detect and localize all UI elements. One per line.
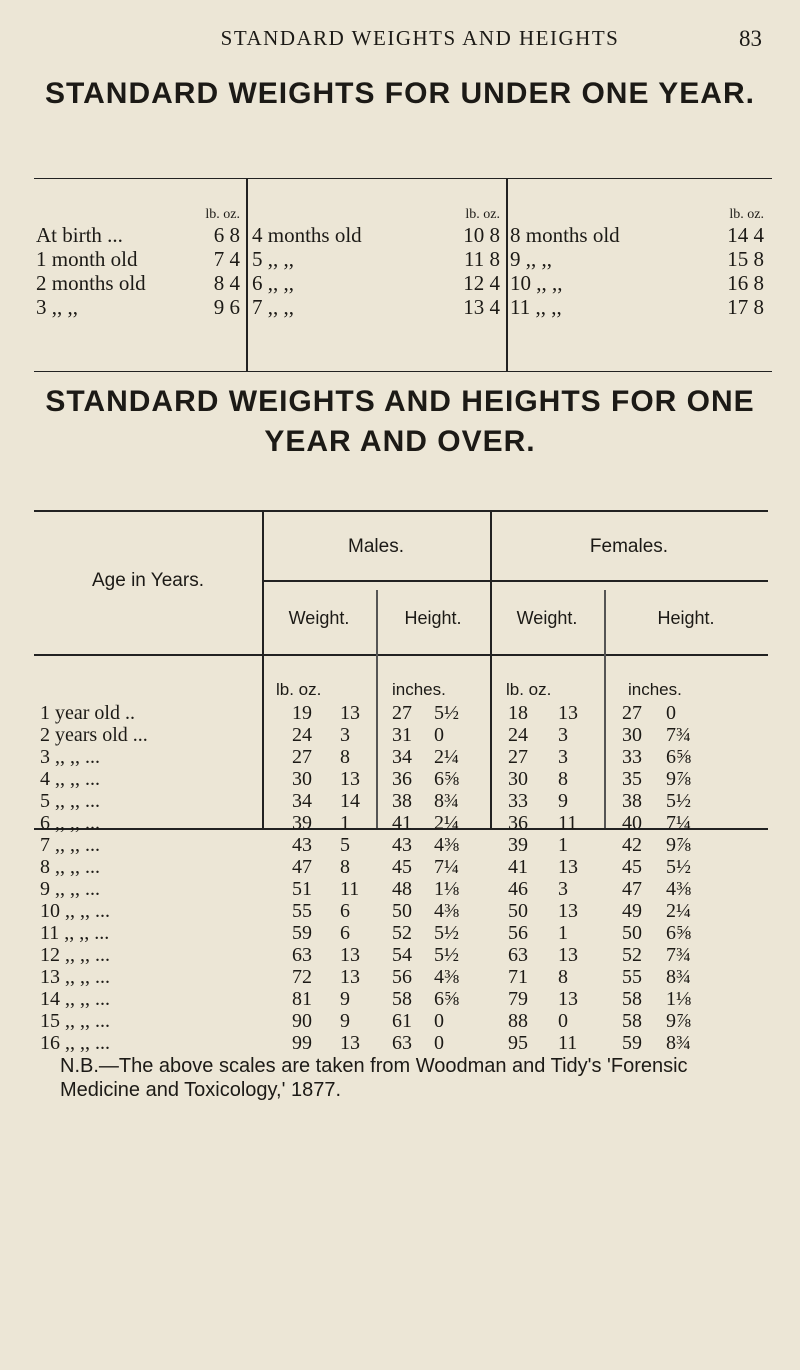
age-cell: 8 ,, ,, ... xyxy=(40,856,100,878)
infant-column-rule xyxy=(246,179,248,371)
infant-column xyxy=(510,179,764,371)
male-height-fraction: 8¾ xyxy=(434,790,459,812)
male-height-header: Height. xyxy=(404,608,462,628)
infant-unit: lb. oz. xyxy=(205,207,240,222)
male-height-in: 61 xyxy=(392,1010,412,1032)
rule-top xyxy=(34,510,768,512)
female-weight-oz: 8 xyxy=(558,768,568,790)
male-height-in: 34 xyxy=(392,746,412,768)
male-height-in: 63 xyxy=(392,1032,412,1054)
infant-age-label: 5 ,, ,, xyxy=(252,247,294,271)
female-height-unit: inches. xyxy=(628,680,682,699)
infant-age-label: 9 ,, ,, xyxy=(510,247,552,271)
table-row xyxy=(34,702,768,724)
male-height-in: 43 xyxy=(392,834,412,856)
male-height-fraction: 2¼ xyxy=(434,812,459,834)
female-weight-oz: 13 xyxy=(558,702,578,724)
male-weight-oz: 1 xyxy=(340,812,350,834)
female-weight-oz: 13 xyxy=(558,900,578,922)
male-height-fraction: 0 xyxy=(434,724,444,746)
age-cell: 12 ,, ,, ... xyxy=(40,944,110,966)
female-height-in: 40 xyxy=(622,812,642,834)
female-height-fraction: 9⅞ xyxy=(666,834,691,856)
female-weight-oz: 13 xyxy=(558,944,578,966)
male-height-in: 50 xyxy=(392,900,412,922)
female-height-in: 45 xyxy=(622,856,642,878)
male-weight-lb: 39 xyxy=(292,812,312,834)
infant-column-rule xyxy=(506,179,508,371)
female-height-in: 55 xyxy=(622,966,642,988)
infant-weight-value: 14 4 xyxy=(727,223,764,247)
male-weight-header: Weight. xyxy=(288,608,350,628)
female-weight-lb: 56 xyxy=(508,922,528,944)
male-height-in: 38 xyxy=(392,790,412,812)
female-height-fraction: 5½ xyxy=(666,856,691,878)
male-weight-lb: 43 xyxy=(292,834,312,856)
running-head: STANDARD WEIGHTS AND HEIGHTS xyxy=(220,26,620,50)
male-height-fraction: 1⅛ xyxy=(434,878,459,900)
male-height-in: 36 xyxy=(392,768,412,790)
male-height-in: 54 xyxy=(392,944,412,966)
male-height-in: 45 xyxy=(392,856,412,878)
male-weight-lb: 34 xyxy=(292,790,312,812)
female-height-in: 47 xyxy=(622,878,642,900)
male-weight-oz: 8 xyxy=(340,746,350,768)
infant-weight-value: 13 4 xyxy=(463,295,500,319)
female-height-fraction: 5½ xyxy=(666,790,691,812)
female-weight-lb: 18 xyxy=(508,702,528,724)
male-height-fraction: 5½ xyxy=(434,944,459,966)
infant-age-label: 7 ,, ,, xyxy=(252,295,294,319)
table-row xyxy=(34,966,768,988)
male-weight-lb: 19 xyxy=(292,702,312,724)
table-row xyxy=(34,724,768,746)
male-weight-oz: 6 xyxy=(340,900,350,922)
table-row xyxy=(34,790,768,812)
male-weight-oz: 13 xyxy=(340,966,360,988)
male-weight-lb: 24 xyxy=(292,724,312,746)
female-height-fraction: 0 xyxy=(666,702,676,724)
rule-mid xyxy=(262,580,768,582)
male-weight-oz: 3 xyxy=(340,724,350,746)
female-height-in: 49 xyxy=(622,900,642,922)
male-weight-lb: 59 xyxy=(292,922,312,944)
male-weight-oz: 13 xyxy=(340,944,360,966)
female-height-fraction: 8¾ xyxy=(666,966,691,988)
female-weight-oz: 11 xyxy=(558,1032,578,1054)
males-header: Males. xyxy=(348,536,404,557)
female-weight-lb: 24 xyxy=(508,724,528,746)
male-height-fraction: 5½ xyxy=(434,922,459,944)
female-height-in: 59 xyxy=(622,1032,642,1054)
infant-column xyxy=(252,179,500,371)
age-cell: 4 ,, ,, ... xyxy=(40,768,100,790)
age-cell: 2 years old ... xyxy=(40,724,148,746)
female-height-in: 58 xyxy=(622,1010,642,1032)
female-weight-lb: 39 xyxy=(508,834,528,856)
age-cell: 13 ,, ,, ... xyxy=(40,966,110,988)
male-weight-lb: 27 xyxy=(292,746,312,768)
table-row xyxy=(34,878,768,900)
female-height-fraction: 6⅝ xyxy=(666,746,691,768)
female-weight-oz: 13 xyxy=(558,988,578,1010)
male-weight-lb: 51 xyxy=(292,878,312,900)
infant-age-label: 4 months old xyxy=(252,223,362,247)
infant-age-label: At birth ... xyxy=(36,223,123,247)
age-cell: 10 ,, ,, ... xyxy=(40,900,110,922)
male-height-in: 41 xyxy=(392,812,412,834)
male-height-unit: inches. xyxy=(392,680,446,699)
female-height-fraction: 7¾ xyxy=(666,724,691,746)
table-row xyxy=(34,922,768,944)
male-weight-lb: 30 xyxy=(292,768,312,790)
female-height-fraction: 9⅞ xyxy=(666,768,691,790)
male-weight-oz: 13 xyxy=(340,1032,360,1054)
female-weight-unit: lb. oz. xyxy=(506,680,552,699)
female-weight-oz: 0 xyxy=(558,1010,568,1032)
infant-age-label: 2 months old xyxy=(36,271,146,295)
infant-weight-value: 17 8 xyxy=(727,295,764,319)
female-weight-oz: 9 xyxy=(558,790,568,812)
age-cell: 15 ,, ,, ... xyxy=(40,1010,110,1032)
female-weight-oz: 13 xyxy=(558,856,578,878)
male-weight-oz: 14 xyxy=(340,790,360,812)
infant-weight-value: 10 8 xyxy=(463,223,500,247)
age-cell: 14 ,, ,, ... xyxy=(40,988,110,1010)
table-row xyxy=(34,900,768,922)
female-weight-oz: 3 xyxy=(558,746,568,768)
female-weight-oz: 3 xyxy=(558,878,568,900)
age-cell: 6 ,, ,, ... xyxy=(40,812,100,834)
male-height-fraction: 4⅜ xyxy=(434,966,459,988)
age-cell: 7 ,, ,, ... xyxy=(40,834,100,856)
male-weight-lb: 63 xyxy=(292,944,312,966)
female-weight-oz: 11 xyxy=(558,812,578,834)
table-row xyxy=(34,944,768,966)
female-weight-header: Weight. xyxy=(516,608,578,628)
female-height-fraction: 2¼ xyxy=(666,900,691,922)
female-height-header: Height. xyxy=(657,608,715,628)
female-height-fraction: 9⅞ xyxy=(666,1010,691,1032)
female-height-in: 42 xyxy=(622,834,642,856)
footnote: N.B.—The above scales are taken from Woodman and Tidy's 'Forensic Medicine and Toxicology,' 1877. xyxy=(60,1055,688,1101)
page-number: 83 xyxy=(739,26,762,51)
male-weight-oz: 9 xyxy=(340,988,350,1010)
infant-weight-value: 16 8 xyxy=(727,271,764,295)
age-cell: 5 ,, ,, ... xyxy=(40,790,100,812)
female-height-fraction: 7¼ xyxy=(666,812,691,834)
female-weight-lb: 88 xyxy=(508,1010,528,1032)
table-row xyxy=(34,768,768,790)
infant-weight-value: 6 8 xyxy=(213,223,240,247)
age-cell: 11 ,, ,, ... xyxy=(40,922,110,944)
female-height-in: 38 xyxy=(622,790,642,812)
female-weight-lb: 33 xyxy=(508,790,528,812)
male-height-in: 58 xyxy=(392,988,412,1010)
female-height-in: 52 xyxy=(622,944,642,966)
infant-weight-value: 12 4 xyxy=(463,271,500,295)
female-weight-oz: 1 xyxy=(558,834,568,856)
female-height-in: 58 xyxy=(622,988,642,1010)
female-weight-oz: 1 xyxy=(558,922,568,944)
female-height-in: 27 xyxy=(622,702,642,724)
male-weight-oz: 11 xyxy=(340,878,360,900)
main-title: STANDARD WEIGHTS AND HEIGHTS FOR ONE YEAR AND OVER. xyxy=(45,385,755,458)
male-height-fraction: 0 xyxy=(434,1032,444,1054)
infant-table xyxy=(34,178,772,372)
infant-column xyxy=(36,179,240,371)
table-row xyxy=(34,1032,768,1054)
table-row xyxy=(34,988,768,1010)
female-weight-lb: 36 xyxy=(508,812,528,834)
table-row xyxy=(34,1010,768,1032)
female-weight-lb: 79 xyxy=(508,988,528,1010)
female-height-fraction: 1⅛ xyxy=(666,988,691,1010)
infant-age-label: 10 ,, ,, xyxy=(510,271,563,295)
infant-age-label: 3 ,, ,, xyxy=(36,295,78,319)
female-height-fraction: 8¾ xyxy=(666,1032,691,1054)
male-weight-lb: 47 xyxy=(292,856,312,878)
female-height-in: 35 xyxy=(622,768,642,790)
female-height-fraction: 6⅝ xyxy=(666,922,691,944)
male-weight-lb: 90 xyxy=(292,1010,312,1032)
infant-title: STANDARD WEIGHTS FOR UNDER ONE YEAR. xyxy=(45,77,755,110)
infant-weight-value: 11 8 xyxy=(464,247,500,271)
male-weight-lb: 81 xyxy=(292,988,312,1010)
female-weight-lb: 46 xyxy=(508,878,528,900)
female-weight-oz: 3 xyxy=(558,724,568,746)
rule-header xyxy=(34,654,768,656)
female-weight-lb: 63 xyxy=(508,944,528,966)
infant-age-label: 6 ,, ,, xyxy=(252,271,294,295)
male-weight-oz: 13 xyxy=(340,768,360,790)
female-weight-lb: 71 xyxy=(508,966,528,988)
male-height-in: 31 xyxy=(392,724,412,746)
male-height-in: 27 xyxy=(392,702,412,724)
infant-age-label: 1 month old xyxy=(36,247,138,271)
female-height-fraction: 4⅜ xyxy=(666,878,691,900)
table-row xyxy=(34,812,768,834)
female-height-in: 33 xyxy=(622,746,642,768)
female-weight-lb: 95 xyxy=(508,1032,528,1054)
male-weight-unit: lb. oz. xyxy=(276,680,322,699)
female-weight-lb: 27 xyxy=(508,746,528,768)
table-row xyxy=(34,746,768,768)
male-weight-lb: 72 xyxy=(292,966,312,988)
infant-weight-value: 8 4 xyxy=(213,271,240,295)
age-header: Age in Years. xyxy=(92,570,204,591)
male-weight-oz: 13 xyxy=(340,702,360,724)
age-cell: 9 ,, ,, ... xyxy=(40,878,100,900)
male-height-fraction: 4⅜ xyxy=(434,900,459,922)
infant-age-label: 8 months old xyxy=(510,223,620,247)
table-row xyxy=(34,834,768,856)
females-header: Females. xyxy=(589,536,669,557)
infant-weight-value: 15 8 xyxy=(727,247,764,271)
female-height-in: 30 xyxy=(622,724,642,746)
female-weight-lb: 50 xyxy=(508,900,528,922)
infant-unit: lb. oz. xyxy=(729,207,764,222)
male-weight-lb: 99 xyxy=(292,1032,312,1054)
male-height-fraction: 0 xyxy=(434,1010,444,1032)
female-weight-oz: 8 xyxy=(558,966,568,988)
infant-weight-value: 9 6 xyxy=(213,295,240,319)
male-weight-oz: 8 xyxy=(340,856,350,878)
male-height-fraction: 5½ xyxy=(434,702,459,724)
infant-age-label: 11 ,, ,, xyxy=(510,295,562,319)
table-row xyxy=(34,856,768,878)
female-height-fraction: 7¾ xyxy=(666,944,691,966)
male-height-fraction: 6⅝ xyxy=(434,988,459,1010)
male-height-fraction: 2¼ xyxy=(434,746,459,768)
male-height-fraction: 6⅝ xyxy=(434,768,459,790)
age-cell: 16 ,, ,, ... xyxy=(40,1032,110,1054)
male-height-in: 56 xyxy=(392,966,412,988)
male-height-in: 52 xyxy=(392,922,412,944)
age-cell: 3 ,, ,, ... xyxy=(40,746,100,768)
male-weight-oz: 9 xyxy=(340,1010,350,1032)
male-weight-lb: 55 xyxy=(292,900,312,922)
male-height-fraction: 7¼ xyxy=(434,856,459,878)
female-height-in: 50 xyxy=(622,922,642,944)
male-height-fraction: 4⅜ xyxy=(434,834,459,856)
male-height-in: 48 xyxy=(392,878,412,900)
female-weight-lb: 41 xyxy=(508,856,528,878)
female-weight-lb: 30 xyxy=(508,768,528,790)
infant-unit: lb. oz. xyxy=(465,207,500,222)
male-weight-oz: 6 xyxy=(340,922,350,944)
age-cell: 1 year old .. xyxy=(40,702,135,724)
male-weight-oz: 5 xyxy=(340,834,350,856)
infant-weight-value: 7 4 xyxy=(213,247,240,271)
